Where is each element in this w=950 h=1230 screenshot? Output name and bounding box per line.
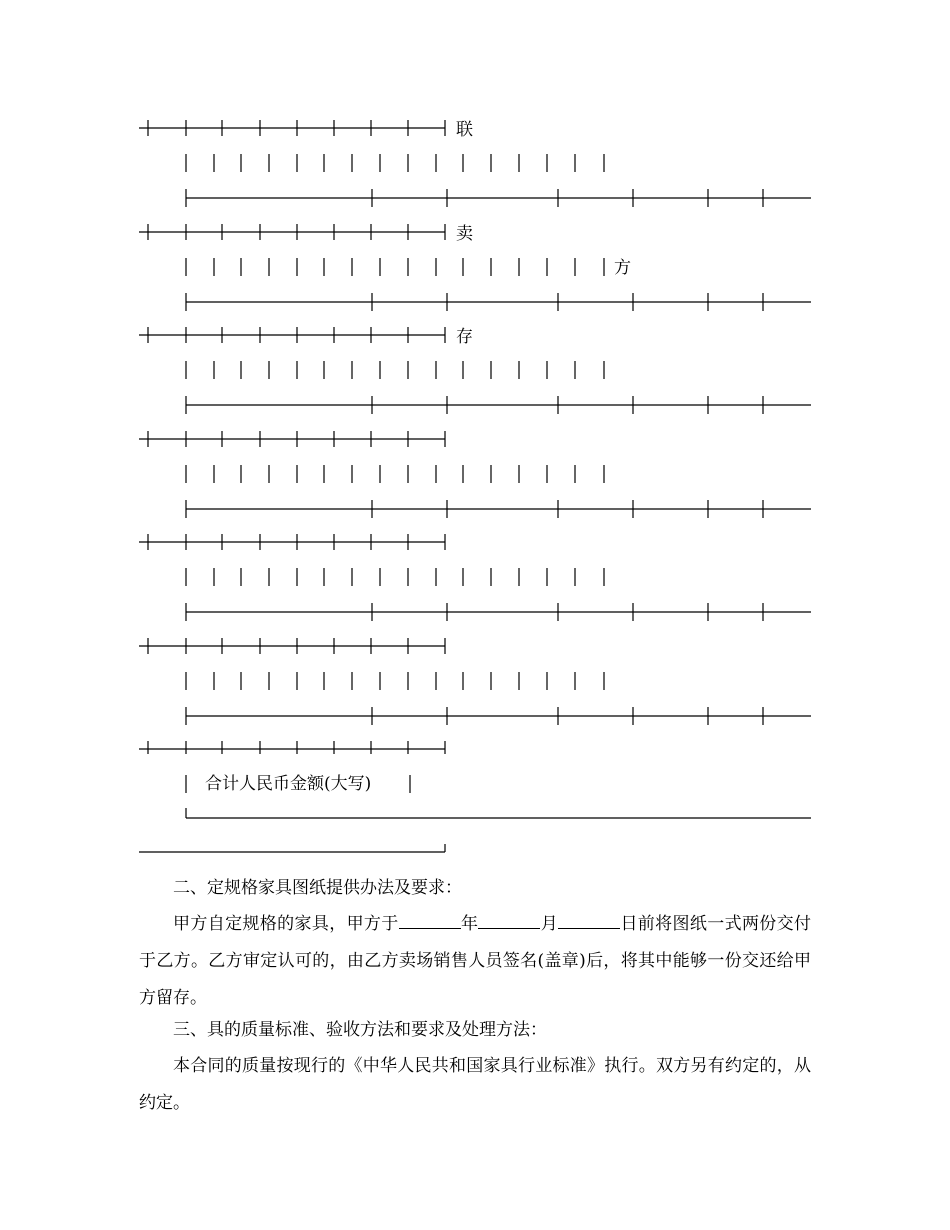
side-label-lian: 联 xyxy=(456,120,473,140)
year-blank xyxy=(399,912,461,929)
side-label-cun: 存 xyxy=(456,327,473,347)
section-3-text: 本合同的质量按现行的《中华人民共和国家具行业标准》执行。双方另有约定的，从约定。 xyxy=(139,1056,811,1113)
month-blank xyxy=(478,912,540,929)
section-2-text: 甲方自定规格的家具，甲方于 年 月 日前将图纸一式两份交付于乙方。乙方审定认可的，由乙方卖场销售人员签名(盖章)后，将其中能够一份交还给甲方留存。 xyxy=(139,914,812,1008)
side-label-fang: 方 xyxy=(614,258,631,278)
side-label-mai: 卖 xyxy=(456,224,473,244)
section-2-heading: 二、定规格家具图纸提供办法及要求： xyxy=(173,878,462,898)
section-3-heading: 三、具的质量标准、验收方法和要求及处理方法： xyxy=(173,1020,547,1040)
total-amount-label: 合计人民币金额(大写) xyxy=(205,774,372,794)
day-blank xyxy=(558,912,620,929)
